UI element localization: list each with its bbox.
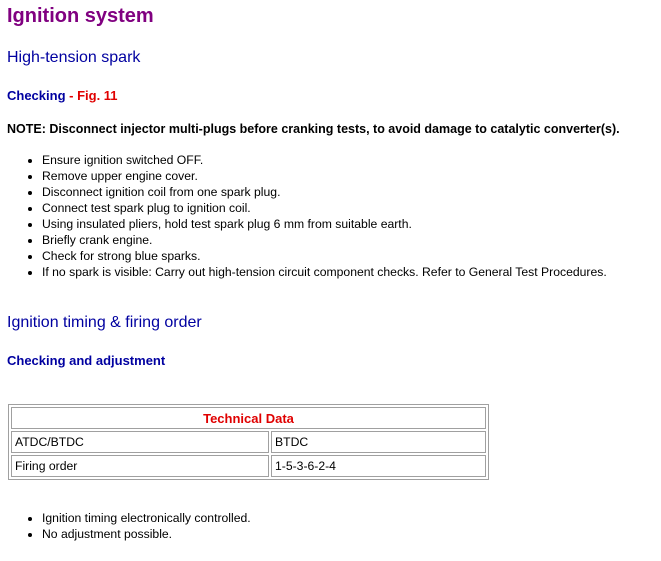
list-item: • Briefly crank engine. xyxy=(42,232,607,248)
table-cell-value: 1-5-3-6-2-4 xyxy=(271,455,486,477)
page-title: Ignition system xyxy=(7,5,154,27)
list-item: • Remove upper engine cover. xyxy=(42,168,607,184)
list-item: • Ignition timing electronically controlled. xyxy=(42,510,251,526)
list-item: • Check for strong blue sparks. xyxy=(42,248,607,264)
table-row xyxy=(11,431,486,453)
subheading-checking-label: Checking xyxy=(7,88,66,103)
technical-data-table xyxy=(8,404,489,480)
checking-steps-list xyxy=(0,152,607,280)
table-cell-label: ATDC/BTDC xyxy=(11,431,269,453)
list-item: • Disconnect ignition coil from one spark plug. xyxy=(42,184,607,200)
list-item: • If no spark is visible: Carry out high-tension circuit component checks. Refer to General Test Procedures. xyxy=(42,264,607,280)
subheading-checking xyxy=(7,88,118,103)
section-heading-ignition-timing: Ignition timing & firing order xyxy=(7,314,202,331)
table-row xyxy=(11,455,486,477)
table-header-row xyxy=(11,407,486,429)
table-cell-label: Firing order xyxy=(11,455,269,477)
list-item: • Using insulated pliers, hold test spark plug 6 mm from suitable earth. xyxy=(42,216,607,232)
list-item: • Ensure ignition switched OFF. xyxy=(42,152,607,168)
fig-separator: - xyxy=(65,88,78,103)
timing-notes-list xyxy=(0,510,251,542)
note-text: NOTE: Disconnect injector multi-plugs before cranking tests, to avoid damage to catalytic converter(s). xyxy=(7,122,620,136)
table-header: Technical Data xyxy=(11,407,486,429)
list-item: • No adjustment possible. xyxy=(42,526,251,542)
subheading-checking-adjustment: Checking and adjustment xyxy=(7,353,166,368)
section-heading-high-tension-spark: High-tension spark xyxy=(7,49,141,66)
table-cell-value: BTDC xyxy=(271,431,486,453)
fig-11-link[interactable]: Fig. 11 xyxy=(77,88,118,103)
list-item: • Connect test spark plug to ignition coil. xyxy=(42,200,607,216)
